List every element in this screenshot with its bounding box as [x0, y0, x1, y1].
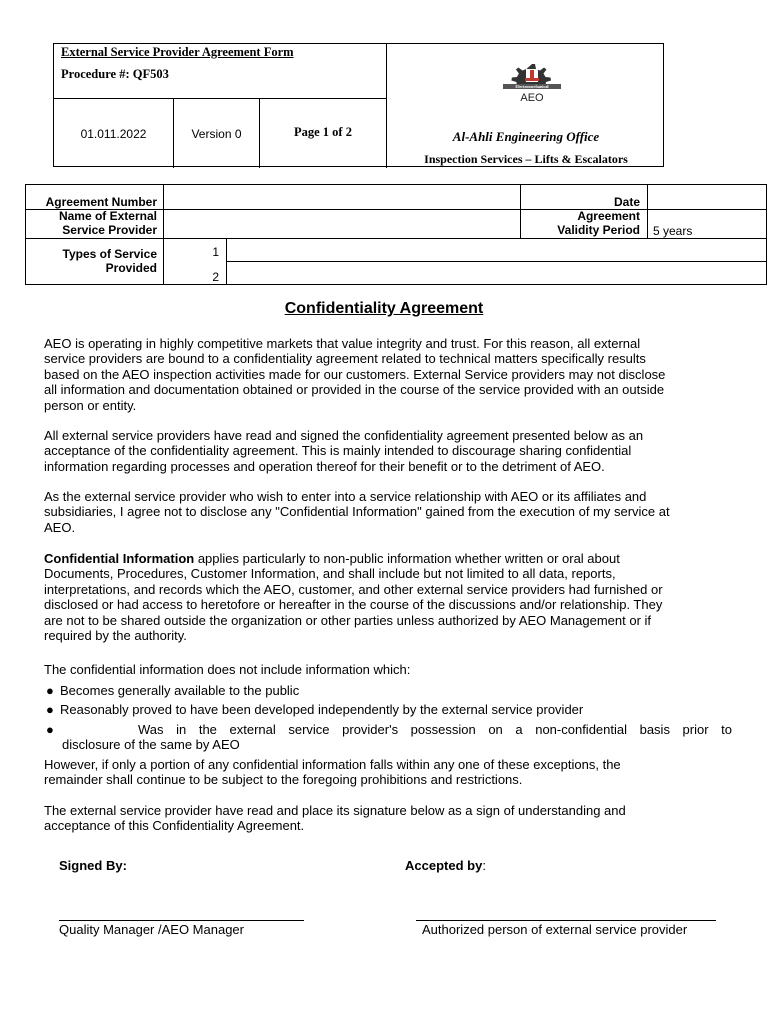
provider-name-label-line2: Service Provider	[62, 223, 157, 237]
aeo-gear-logo	[499, 61, 565, 117]
exclusion-text: Becomes generally available to the public	[60, 683, 300, 698]
text-line: AEO.	[44, 519, 76, 535]
service-row-2-number: 2	[212, 270, 219, 284]
form-title-cell	[54, 44, 387, 99]
form-version: Version 0	[174, 99, 260, 168]
text-line: interpretations, and records which the AEO, customer, and other external service providers had furnished or	[44, 581, 663, 597]
validity-value: 5 years	[653, 224, 693, 238]
agreement-info-table	[25, 184, 767, 285]
procedure-number: Procedure #: QF503	[61, 67, 169, 81]
text-line: all information and documentation obtained or provided in the course of the service provided with an outside	[44, 382, 665, 398]
text-line: disclosed or had access to heretofore or hereafter in the course of the discussions and/or relationship. They	[44, 597, 663, 613]
logo-subtitle: Electromechanical	[515, 84, 549, 89]
signature-line-left	[59, 920, 304, 921]
accepted-by-label	[405, 858, 486, 873]
accepted-by-colon: :	[482, 858, 486, 873]
text-line	[44, 551, 732, 566]
text-line: All external service providers have read and signed the confidentiality agreement presented below as an	[44, 428, 644, 443]
text-line: However, if only a portion of any confidential information falls within any one of these exceptions, the	[44, 757, 621, 772]
signature-line-right	[416, 920, 716, 921]
paragraph-definition	[44, 551, 732, 643]
bullet-icon: ●	[46, 722, 54, 737]
date-label: Date	[613, 195, 640, 209]
paragraph-signature-statement	[44, 803, 732, 834]
text-line: information regarding processes and operation thereof for their benefit or to the detriment of AEO.	[44, 458, 605, 474]
text-line: acceptance of this Confidentiality Agreement.	[44, 818, 305, 834]
accepted-by-text: Accepted by	[405, 858, 483, 873]
form-date: 01.011.2022	[54, 99, 174, 168]
right-signatory-role: Authorized person of external service provider	[422, 922, 688, 937]
service-types-label-line1: Types of Service	[62, 247, 157, 261]
definition-term: Confidential Information	[44, 551, 195, 566]
exclusion-text: Was in the external service provider's possession on a non-confidential basis prior to	[138, 722, 732, 737]
bullet-icon: ●	[46, 683, 54, 698]
department-name: Inspection Services – Lifts & Escalators	[424, 152, 628, 166]
text-line: required by the authority.	[44, 628, 187, 644]
text-line: The external service provider have read and place its signature below as a sign of understanding and	[44, 803, 626, 818]
office-name: Al-Ahli Engineering Office	[452, 129, 600, 144]
paragraph-commitment	[44, 489, 732, 535]
text-line: are not to be shared outside the organization or other parties unless authorized by AEO Management or if	[44, 612, 652, 628]
text-line: based on the AEO inspection activities made for our customers. External Service providers may not disclose	[44, 366, 666, 382]
text-line: acceptance of the confidentiality agreement. This is mainly intended to discourage sharing confidential	[44, 443, 632, 459]
page-number: Page 1 of 2	[260, 99, 387, 168]
validity-label-line2: Validity Period	[557, 223, 640, 237]
paragraph-exclusions-intro: The confidential information does not include information which:	[44, 662, 411, 677]
exclusion-text: Reasonably proved to have been developed independently by the external service provider	[60, 702, 584, 717]
agreement-number-label: Agreement Number	[45, 195, 157, 209]
left-signatory-role: Quality Manager /AEO Manager	[59, 922, 244, 937]
bullet-icon: ●	[46, 702, 54, 717]
validity-label-line1: Agreement	[577, 209, 640, 223]
paragraph-acceptance	[44, 428, 732, 474]
text-line: AEO is operating in highly competitive markets that value integrity and trust. For this reason, all external	[44, 336, 641, 351]
text-line: subsidiaries, I agree not to disclose any "Confidential Information" gained from the execution of my service at	[44, 504, 670, 520]
form-title: External Service Provider Agreement Form	[61, 45, 294, 59]
form-header	[53, 43, 664, 167]
signed-by-label: Signed By:	[59, 858, 127, 873]
logo-abbr: AEO	[520, 92, 544, 104]
text-line: As the external service provider who wish to enter into a service relationship with AEO or its affiliates and	[44, 489, 647, 504]
text-line: Documents, Procedures, Customer Information, and shall include but not limited to all data, reports,	[44, 566, 616, 582]
text-line: service providers are bound to a confidentiality agreement related to technical matters specifically results	[44, 351, 646, 367]
paragraph-partial-exception	[44, 757, 732, 788]
agreement-title: Confidentiality Agreement	[284, 300, 484, 317]
definition-text: applies particularly to non-public information whether written or oral about	[194, 551, 620, 566]
exclusion-text: disclosure of the same by AEO	[62, 737, 240, 752]
paragraph-intro	[44, 336, 732, 413]
service-types-label-line2: Provided	[105, 261, 157, 275]
provider-name-label-line1: Name of External	[58, 209, 157, 223]
text-line: person or entity.	[44, 397, 137, 413]
service-row-1-number: 1	[212, 245, 219, 259]
text-line: remainder shall continue to be subject to the foregoing prohibitions and restrictions.	[44, 772, 523, 788]
